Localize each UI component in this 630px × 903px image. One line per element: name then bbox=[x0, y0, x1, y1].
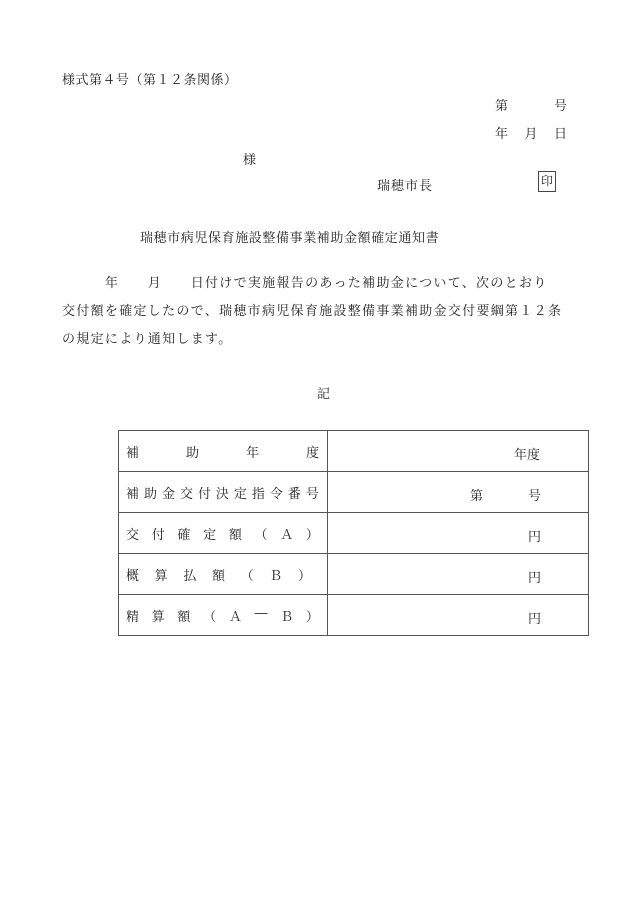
body-line-3: の規定により通知します。 bbox=[62, 332, 233, 347]
value-decision-number: 第 号 bbox=[328, 472, 589, 513]
label-settlement-amount: 精 算 額 （ Ａ ― Ｂ ） bbox=[119, 595, 328, 636]
summary-table bbox=[118, 430, 589, 636]
table-row-confirmed-amount bbox=[119, 513, 589, 554]
value-estimated-payment: 円 bbox=[328, 554, 589, 595]
document-title: 瑞穂市病児保育施設整備事業補助金額確定通知書 bbox=[140, 231, 440, 246]
table-row-decision-number bbox=[119, 472, 589, 513]
label-decision-number: 補 助 金 交 付 決 定 指 令 番 号 bbox=[119, 472, 328, 513]
label-subsidy-year: 補 助 年 度 bbox=[119, 431, 328, 472]
label-estimated-payment: 概 算 払 額 （ Ｂ ） bbox=[119, 554, 328, 595]
body-paragraph bbox=[62, 270, 588, 354]
form-number: 様式第４号（第１２条関係） bbox=[62, 73, 238, 88]
date-year: 年 bbox=[495, 127, 509, 142]
label-confirmed-amount: 交 付 確 定 額 （ Ａ ） bbox=[119, 513, 328, 554]
ki-heading: 記 bbox=[317, 387, 331, 402]
issuer: 瑞穂市長 bbox=[377, 179, 434, 194]
table-row-estimated-payment bbox=[119, 554, 589, 595]
table-row-subsidy-year bbox=[119, 431, 589, 472]
value-subsidy-year: 年度 bbox=[328, 431, 589, 472]
document-number bbox=[495, 95, 567, 114]
issue-date bbox=[495, 123, 567, 142]
value-confirmed-amount: 円 bbox=[328, 513, 589, 554]
date-month: 月 bbox=[524, 127, 538, 142]
table-row-settlement-amount bbox=[119, 595, 589, 636]
addressee: 様 bbox=[243, 153, 257, 168]
body-line-1: 年 月 日付けで実施報告のあった補助金について、次のとおり bbox=[62, 276, 548, 291]
doc-number-suffix: 号 bbox=[553, 99, 567, 114]
value-settlement-amount: 円 bbox=[328, 595, 589, 636]
body-line-2: 交付額を確定したので、瑞穂市病児保育施設整備事業補助金交付要綱第１２条 bbox=[62, 304, 563, 319]
doc-number-prefix: 第 bbox=[495, 99, 509, 114]
seal-stamp: 印 bbox=[538, 171, 556, 192]
date-day: 日 bbox=[553, 127, 567, 142]
